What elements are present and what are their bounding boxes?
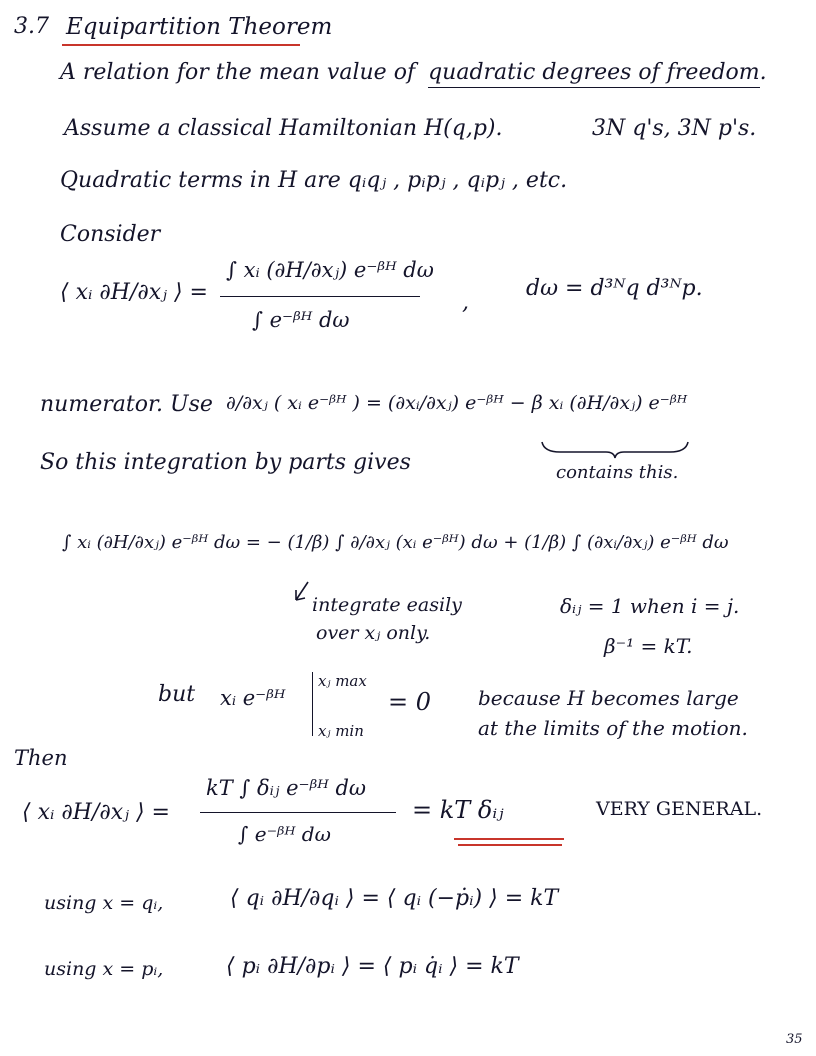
then-label: Then: [14, 746, 68, 770]
eq6-label: using x = pᵢ,: [44, 958, 164, 980]
eq1-measure: dω = d³ᴺq d³ᴺp.: [526, 276, 703, 301]
evaluation-bar: [312, 672, 313, 736]
eq3-expression: ∫ xᵢ (∂H/∂xⱼ) e⁻ᵝᴴ dω = − (1/β) ∫ ∂/∂xⱼ (xᵢ e⁻ᵝᴴ) dω + (1/β) ∫ (∂xᵢ/∂xⱼ) e⁻ᵝᴴ dω: [62, 532, 729, 553]
eq4-result: = kT δᵢⱼ: [412, 796, 504, 824]
intro-line-3: Quadratic terms in H are qᵢqⱼ , pᵢpⱼ , qᵢpⱼ , etc.: [60, 168, 568, 193]
arrow-icon: [292, 580, 312, 604]
eq1-lhs: ⟨ xᵢ ∂H/∂xⱼ ⟩ =: [60, 280, 208, 305]
eq1-comma: ,: [462, 290, 469, 315]
eq2-label: numerator. Use: [40, 392, 213, 417]
underbrace: [540, 440, 690, 460]
boundary-equals: = 0: [388, 688, 432, 716]
boundary-reason-1: because H becomes large: [478, 686, 739, 710]
intro-line-2: Assume a classical Hamiltonian H(q,p).: [64, 116, 503, 141]
intro-line-1-prefix: A relation for the mean value of: [60, 60, 416, 85]
intro-line-4: Consider: [60, 222, 161, 247]
delta-note: δᵢⱼ = 1 when i = j.: [560, 594, 740, 618]
section-title: Equipartition Theorem: [66, 14, 333, 40]
eq5-label: using x = qᵢ,: [44, 892, 164, 914]
beta-note: β⁻¹ = kT.: [604, 634, 693, 658]
integrate-note-1: integrate easily: [312, 594, 462, 616]
section-number: 3.7: [14, 14, 49, 39]
eq6-expression: ⟨ pᵢ ∂H/∂pᵢ ⟩ = ⟨ pᵢ q̇ᵢ ⟩ = kT: [226, 954, 519, 979]
boundary-reason-2: at the limits of the motion.: [478, 716, 748, 740]
eq1-numerator: ∫ xᵢ (∂H/∂xⱼ) e⁻ᵝᴴ dω: [226, 258, 434, 282]
boundary-expression: xᵢ e⁻ᵝᴴ: [220, 686, 286, 710]
parts-line: So this integration by parts gives: [40, 450, 411, 475]
eq1-denominator: ∫ e⁻ᵝᴴ dω: [252, 308, 350, 332]
intro-line-1-suffix: .: [759, 60, 767, 85]
eq1-fraction-bar: [220, 296, 420, 297]
title-underline: [62, 44, 300, 46]
contains-note: contains this.: [556, 462, 679, 483]
result-underline-2: [458, 844, 562, 846]
boundary-but: but: [158, 682, 196, 707]
eq2-expression: ∂/∂xⱼ ( xᵢ e⁻ᵝᴴ ) = (∂xᵢ/∂xⱼ) e⁻ᵝᴴ − β xᵢ (∂H/∂xⱼ) e⁻ᵝᴴ: [226, 392, 688, 414]
boundary-upper: xⱼ max: [318, 672, 367, 690]
eq4-numerator: kT ∫ δᵢⱼ e⁻ᵝᴴ dω: [206, 776, 367, 800]
eq4-remark: VERY GENERAL.: [596, 798, 763, 820]
boundary-lower: xⱼ min: [318, 722, 364, 740]
intro-line-1-highlight: quadratic degrees of freedom: [428, 60, 760, 88]
eq5-expression: ⟨ qᵢ ∂H/∂qᵢ ⟩ = ⟨ qᵢ (−ṗᵢ) ⟩ = kT: [230, 886, 559, 911]
eq4-fraction-bar: [200, 812, 396, 813]
intro-line-1: [60, 60, 767, 85]
eq4-lhs: ⟨ xᵢ ∂H/∂xⱼ ⟩ =: [22, 800, 170, 825]
result-underline: [454, 838, 564, 840]
intro-line-2-right: 3N q's, 3N p's.: [592, 116, 757, 141]
eq4-denominator: ∫ e⁻ᵝᴴ dω: [238, 822, 331, 846]
integrate-note-2: over xⱼ only.: [316, 622, 431, 644]
page-number: 35: [786, 1032, 803, 1047]
